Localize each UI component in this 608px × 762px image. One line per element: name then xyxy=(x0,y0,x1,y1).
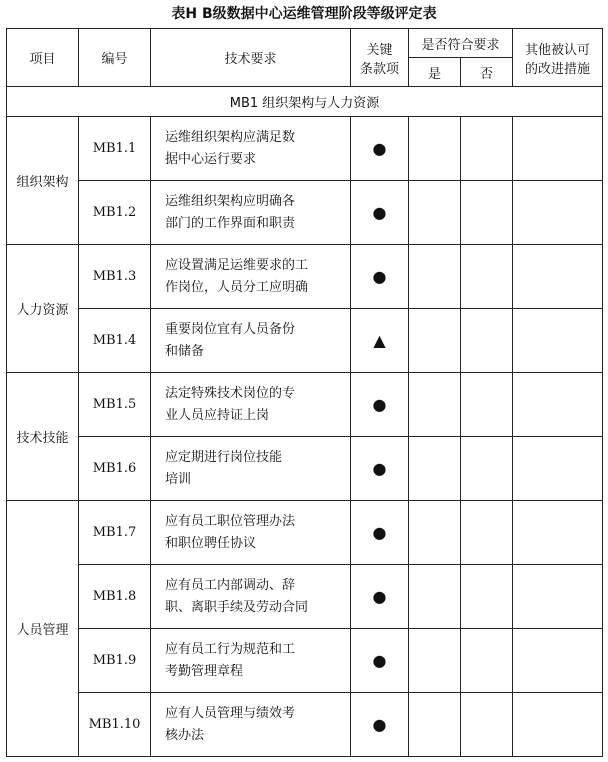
requirement-cell xyxy=(151,565,351,629)
no-cell xyxy=(461,309,513,373)
requirement-line: 重要岗位宜有人员备份 xyxy=(165,321,296,337)
no-cell xyxy=(461,245,513,309)
requirement-line: 培训 xyxy=(165,471,192,487)
yes-cell xyxy=(409,181,461,245)
code-cell: MB1.1 xyxy=(79,117,151,181)
header-key-line2: 条款项 xyxy=(359,61,399,77)
header-yes: 是 xyxy=(409,58,461,87)
requirement-line: 据中心运行要求 xyxy=(165,151,257,167)
no-cell xyxy=(461,181,513,245)
other-cell xyxy=(513,565,603,629)
other-cell xyxy=(513,437,603,501)
requirement-line: 应有员工行为规范和工 xyxy=(165,641,296,657)
requirement-line: 和储备 xyxy=(165,343,205,359)
requirement-line: 运维组织架构应明确各 xyxy=(165,193,296,209)
no-cell xyxy=(461,117,513,181)
other-cell xyxy=(513,245,603,309)
table-row xyxy=(7,373,603,437)
requirement-line: 业人员应持证上岗 xyxy=(165,407,270,423)
requirement-line: 运维组织架构应满足数 xyxy=(165,129,296,145)
requirement-cell xyxy=(151,309,351,373)
requirement-line: 法定特殊技术岗位的专 xyxy=(165,385,296,401)
table-row xyxy=(7,181,603,245)
requirement-cell xyxy=(151,373,351,437)
requirement-cell xyxy=(151,501,351,565)
yes-cell xyxy=(409,565,461,629)
requirement-cell xyxy=(151,117,351,181)
key-clause-mark: ● xyxy=(351,245,409,309)
section-title: MB1 组织架构与人力资源 xyxy=(7,87,603,117)
category-cell: 人力资源 xyxy=(7,245,79,373)
page-title: 表H B级数据中心运维管理阶段等级评定表 xyxy=(171,6,437,22)
key-clause-mark: ● xyxy=(351,693,409,757)
key-clause-mark: ● xyxy=(351,629,409,693)
key-clause-mark: ● xyxy=(351,117,409,181)
table-row xyxy=(7,629,603,693)
key-clause-mark: ● xyxy=(351,373,409,437)
other-cell xyxy=(513,501,603,565)
no-cell xyxy=(461,693,513,757)
header-tech-req: 技术要求 xyxy=(151,29,351,87)
no-cell xyxy=(461,437,513,501)
requirement-line: 应有员工职位管理办法 xyxy=(165,513,296,529)
other-cell xyxy=(513,181,603,245)
header-key-clause xyxy=(351,29,409,87)
header-key-line1: 关键 xyxy=(366,42,393,58)
requirement-line: 部门的工作界面和职责 xyxy=(165,215,296,231)
code-cell: MB1.10 xyxy=(79,693,151,757)
key-clause-mark: ▲ xyxy=(351,309,409,373)
no-cell xyxy=(461,501,513,565)
key-clause-mark: ● xyxy=(351,437,409,501)
table-row xyxy=(7,501,603,565)
table-row xyxy=(7,117,603,181)
code-cell: MB1.3 xyxy=(79,245,151,309)
other-cell xyxy=(513,693,603,757)
code-cell: MB1.8 xyxy=(79,565,151,629)
code-cell: MB1.7 xyxy=(79,501,151,565)
table-row xyxy=(7,565,603,629)
yes-cell xyxy=(409,693,461,757)
header-other-line1: 其他被认可 xyxy=(525,42,591,58)
requirement-cell xyxy=(151,245,351,309)
no-cell xyxy=(461,373,513,437)
code-cell: MB1.5 xyxy=(79,373,151,437)
requirement-line: 考勤管理章程 xyxy=(165,663,244,679)
requirement-line: 职、离职手续及劳动合同 xyxy=(165,599,309,615)
header-other xyxy=(513,29,603,87)
other-cell xyxy=(513,373,603,437)
category-cell: 组织架构 xyxy=(7,117,79,245)
key-clause-mark: ● xyxy=(351,565,409,629)
other-cell xyxy=(513,629,603,693)
key-clause-mark: ● xyxy=(351,181,409,245)
no-cell xyxy=(461,629,513,693)
no-cell xyxy=(461,565,513,629)
yes-cell xyxy=(409,245,461,309)
header-number: 编号 xyxy=(79,29,151,87)
requirement-line: 作岗位，人员分工应明确 xyxy=(165,279,309,295)
code-cell: MB1.4 xyxy=(79,309,151,373)
requirement-line: 应定期进行岗位技能 xyxy=(165,449,283,465)
table-row xyxy=(7,309,603,373)
header-no: 否 xyxy=(461,58,513,87)
yes-cell xyxy=(409,629,461,693)
key-clause-mark: ● xyxy=(351,501,409,565)
yes-cell xyxy=(409,373,461,437)
requirement-line: 和职位聘任协议 xyxy=(165,535,257,551)
requirement-line: 应设置满足运维要求的工 xyxy=(165,257,309,273)
requirement-line: 应有人员管理与绩效考 xyxy=(165,705,296,721)
rating-table xyxy=(6,28,603,757)
yes-cell xyxy=(409,437,461,501)
table-row xyxy=(7,693,603,757)
requirement-cell xyxy=(151,693,351,757)
table-row xyxy=(7,245,603,309)
table-row xyxy=(7,437,603,501)
requirement-cell xyxy=(151,629,351,693)
code-cell: MB1.9 xyxy=(79,629,151,693)
other-cell xyxy=(513,309,603,373)
requirement-cell xyxy=(151,437,351,501)
header-project: 项目 xyxy=(7,29,79,87)
other-cell xyxy=(513,117,603,181)
code-cell: MB1.6 xyxy=(79,437,151,501)
category-cell: 人员管理 xyxy=(7,501,79,757)
category-cell: 技术技能 xyxy=(7,373,79,501)
code-cell: MB1.2 xyxy=(79,181,151,245)
yes-cell xyxy=(409,309,461,373)
header-conform: 是否符合要求 xyxy=(409,29,513,58)
yes-cell xyxy=(409,117,461,181)
yes-cell xyxy=(409,501,461,565)
requirement-cell xyxy=(151,181,351,245)
requirement-line: 应有员工内部调动、辞 xyxy=(165,577,296,593)
header-other-line2: 的改进措施 xyxy=(525,61,591,77)
requirement-line: 核办法 xyxy=(165,727,205,743)
